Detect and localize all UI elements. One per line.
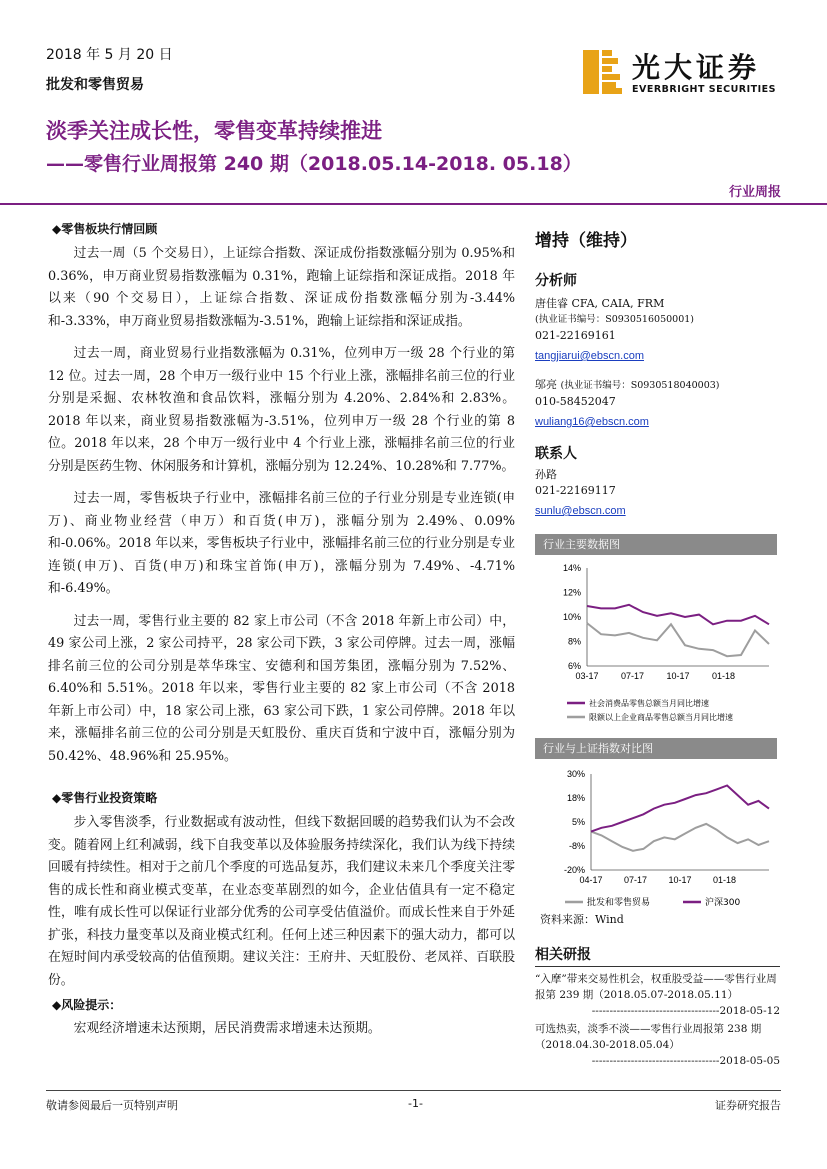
- y-tick-label: 5%: [571, 817, 585, 827]
- page-number: -1-: [408, 1097, 423, 1110]
- legend-label: 沪深300: [705, 898, 741, 908]
- paragraph: 宏观经济增速未达预期，居民消费需求增速未达预期。: [73, 1021, 381, 1036]
- y-tick-label: 30%: [566, 769, 585, 779]
- section-market-review-title: ◆零售板块行情回顾: [52, 222, 158, 236]
- section-strategy-title: ◆零售行业投资策略: [52, 791, 158, 805]
- series-line: [587, 623, 769, 656]
- section-risk-title: ◆风险提示：: [52, 998, 122, 1012]
- series-line: [591, 786, 769, 832]
- chart1-title-bar: 行业主要数据图: [535, 534, 777, 555]
- index-comparison-chart: [535, 762, 780, 912]
- analyst-heading: 分析师: [535, 273, 577, 289]
- analyst-name: 邬亮: [535, 378, 557, 391]
- y-tick-label: -20%: [563, 865, 585, 875]
- related-divider: [535, 966, 780, 967]
- contact-name: 孙路: [535, 468, 557, 481]
- x-tick-label: 10-17: [666, 671, 690, 681]
- y-tick-label: 10%: [562, 612, 581, 622]
- report-type: 行业周报: [728, 185, 781, 200]
- y-tick-label: 14%: [562, 563, 581, 573]
- logo-english-name: EVERBRIGHT SECURITIES: [632, 84, 776, 95]
- contact-heading: 联系人: [535, 446, 577, 462]
- y-tick-label: 6%: [567, 661, 581, 671]
- industry-data-chart: [535, 558, 780, 726]
- analyst-email-link[interactable]: wuliang16@ebscn.com: [535, 416, 649, 428]
- x-tick-label: 04-17: [579, 875, 603, 885]
- header-divider: [0, 203, 827, 205]
- strategy-body: [48, 812, 515, 1002]
- contact-email-link[interactable]: sunlu@ebscn.com: [535, 505, 626, 517]
- analyst-phone: 021-22169161: [535, 329, 616, 342]
- chart-source: 资料来源：Wind: [540, 913, 624, 926]
- paragraph: 过去一周（5 个交易日），上证综合指数、深证成份指数涨幅分别为 0.95%和 0.36%，申万商业贸易指数涨幅为 0.31%，跑输上证综指和深证成指。2018 年以来（90 个交易日），上证综合指数、深证成份指数涨幅分别为-3.44%和-3.33%，申万商业贸易指数涨幅为-3.51%，跑输上证综指和深证成指。: [48, 246, 515, 329]
- paragraph: 过去一周，商业贸易行业指数涨幅为 0.31%，位列申万一级 28 个行业的第 12 位。过去一周，28 个申万一级行业中 15 个行业上涨，涨幅排名前三位的行业分别是采掘、农林牧渔和食品饮料，涨幅分别为 4.20%、2.84%和 2.83%。2018 年以来，商业贸易指数涨幅为-3.51%，位列申万一级 28 个行业的第 8 位。2018 年以来，28 个申万一级行业中 4 个行业上涨，涨幅排名前三位的行业分别是医药生物、休闲服务和计算机，涨幅分别为 12.24%、10.28%和 7.77%。: [48, 346, 515, 474]
- related-report-title[interactable]: 可选热卖，淡季不淡——零售行业周报第 238 期（2018.04.30-2018.05.04）: [535, 1023, 762, 1051]
- paragraph: 过去一周，零售板块子行业中，涨幅排名前三位的子行业分别是专业连锁(申万)、商业物业经营（申万）和百货(申万)，涨幅分别为 2.49%、0.09%和-0.06%。2018 年以来，零售板块子行业中，涨幅排名前三位的行业分别是专业连锁(申万)、百货(申万)和珠宝首饰(申万)，涨幅分别为 7.49%、-4.71%和-6.49%。: [48, 491, 515, 596]
- related-report-title[interactable]: “入摩”带来交易性机会，权重股受益——零售行业周报第 239 期（2018.05.07-2018.05.11）: [535, 973, 777, 1001]
- related-report-date: ------------------------------------2018-05-12: [591, 1005, 780, 1017]
- chart2-title-bar: 行业与上证指数对比图: [535, 738, 777, 759]
- related-report-date: ------------------------------------2018-05-05: [591, 1055, 780, 1067]
- analyst-name: 唐佳睿: [535, 297, 568, 310]
- y-tick-label: 12%: [562, 587, 581, 598]
- footer-disclaimer: 敬请参阅最后一页特别声明: [46, 1099, 178, 1112]
- x-tick-label: 03-17: [575, 671, 599, 681]
- x-tick-label: 07-17: [623, 875, 648, 885]
- footer-report-label: 证券研究报告: [715, 1099, 781, 1112]
- logo-chinese-name: 光大证券: [632, 51, 761, 84]
- analyst-cert: (执业证书编号：S0930518040003): [560, 380, 720, 391]
- x-tick-label: 07-17: [620, 671, 645, 681]
- x-tick-label: 01-18: [712, 875, 737, 885]
- footer-divider: [46, 1090, 781, 1091]
- analyst-phone: 010-58452047: [535, 395, 616, 408]
- series-line: [591, 824, 769, 851]
- diamond-bullet-icon: ◆: [52, 222, 62, 236]
- analyst-block: [535, 270, 780, 518]
- y-tick-label: 8%: [567, 636, 581, 647]
- report-title: 淡季关注成长性，零售变革持续推进: [46, 119, 382, 143]
- legend-label: 批发和零售贸易: [587, 898, 651, 908]
- diamond-bullet-icon: ◆: [52, 998, 62, 1012]
- report-subtitle: ——零售行业周报第 240 期（2018.05.14-2018. 05.18）: [46, 153, 582, 175]
- legend-label: 限额以上企业商品零售总额当月同比增速: [589, 713, 733, 722]
- paragraph: 过去一周，零售行业主要的 82 家上市公司（不含 2018 年新上市公司）中，49 家公司上涨，2 家公司持平，28 家公司下跌，3 家公司停牌。过去一周，涨幅排名前三位的公司分别是萃华珠宝、安德利和国芳集团，涨幅分别为 7.52%、6.40%和 5.51%。2018 年以来，零售行业主要的 82 家上市公司（不含 2018 年新上市公司）中，18 家公司上涨，63 家公司下跌，1 家公司停牌。2018 年以来，涨幅排名前三位的公司分别是天虹股份、重庆百货和宁波中百，涨幅分别为 50.42%、48.96%和 25.95%。: [48, 613, 515, 764]
- related-reports: [535, 944, 780, 1069]
- series-line: [587, 605, 769, 625]
- rating: 增持（维持）: [535, 231, 637, 251]
- x-tick-label: 10-17: [668, 875, 692, 885]
- y-tick-label: 18%: [566, 793, 585, 803]
- report-date: 2018 年 5 月 20 日: [46, 47, 173, 63]
- x-tick-label: 01-18: [711, 671, 736, 681]
- everbright-logo-icon: [583, 50, 625, 94]
- risk-body: [48, 1018, 515, 1051]
- legend-label: 社会消费品零售总额当月同比增速: [589, 699, 709, 708]
- contact-phone: 021-22169117: [535, 484, 616, 497]
- industry-name: 批发和零售贸易: [46, 77, 144, 93]
- market-review-body: [48, 243, 515, 778]
- analyst-email-link[interactable]: tangjiarui@ebscn.com: [535, 350, 644, 362]
- paragraph: 步入零售淡季，行业数据或有波动性，但线下数据回暖的趋势我们认为不会改变。随着网上红利减弱，线下自我变革以及体验服务持续深化，我们认为线下持续回暖有持续性。相对于之前几个季度的可选品复苏，我们建议未来几个季度关注零售的成长性和商业模式变革，在业态变革剧烈的如今，企业估值具有一定不稳定性，唯有成长性可以保证行业部分优秀的公司享受估值溢价。而成长性来自于外延扩张，科技力量变革以及商业模式红利。任何上述三种因素下的强大动力，都可以在短时间内承受较高的估值预期。建议关注：王府井、天虹股份、老凤祥、百联股份。: [48, 815, 515, 988]
- analyst-cert: (执业证书编号：S0930516050001): [535, 314, 694, 325]
- related-heading: 相关研报: [535, 947, 591, 963]
- y-tick-label: -8%: [568, 841, 585, 851]
- diamond-bullet-icon: ◆: [52, 791, 62, 805]
- analyst-credentials: CFA, CAIA, FRM: [571, 297, 665, 310]
